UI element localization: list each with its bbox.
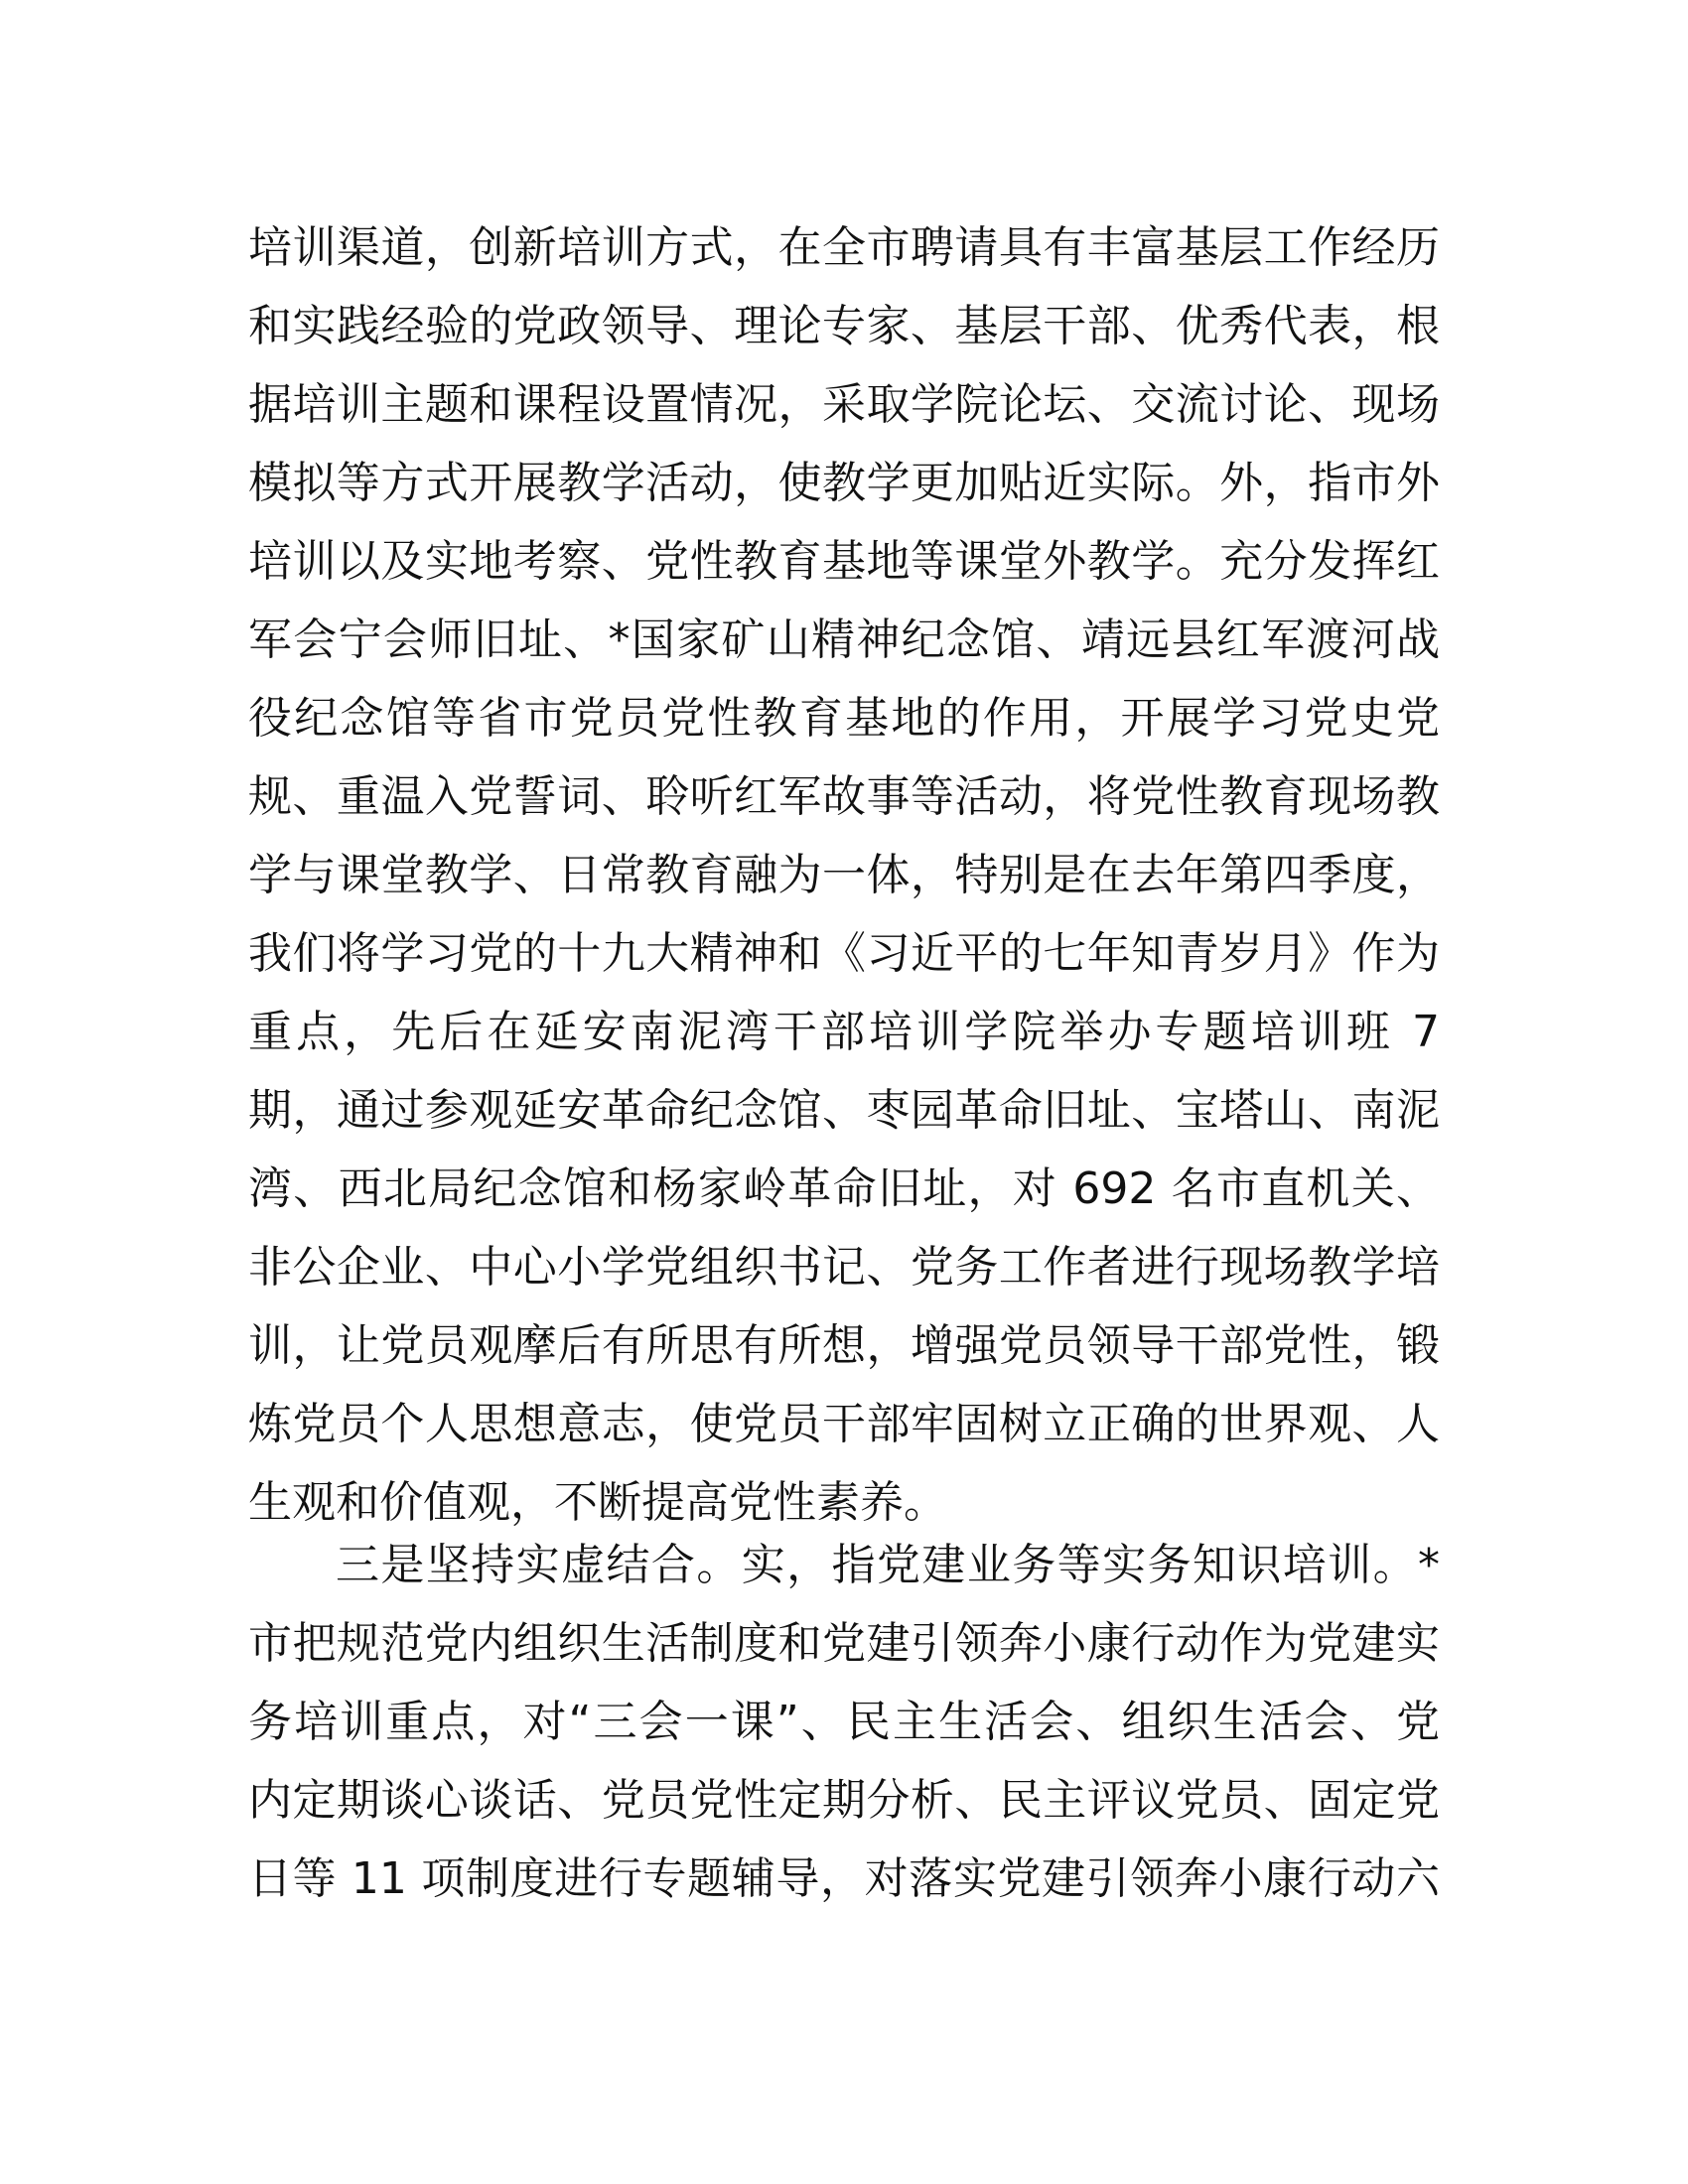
paragraph-1-line: 规、重温入党誓词、聆听红军故事等活动，将党性教育现场教 [248,771,1440,822]
paragraph-2-line: 日等 11 项制度进行专题辅导，对落实党建引领奔小康行动六 [248,1853,1440,1904]
paragraph-1-line: 炼党员个人思想意志，使党员干部牢固树立正确的世界观、人 [248,1399,1440,1449]
paragraph-1-line: 据培训主题和课程设置情况，采取学院论坛、交流讨论、现场 [248,379,1440,430]
paragraph-2-line: 三是坚持实虚结合。实，指党建业务等实务知识培训。* [336,1540,1440,1590]
paragraph-1-line: 模拟等方式开展教学活动，使教学更加贴近实际。外，指市外 [248,458,1440,508]
paragraph-1-line: 非公企业、中心小学党组织书记、党务工作者进行现场教学培 [248,1242,1440,1293]
paragraph-1-line: 培训以及实地考察、党性教育基地等课堂外教学。充分发挥红 [248,536,1440,587]
paragraph-2 [248,1526,1440,1918]
paragraph-1-line: 生观和价值观，不断提高党性素养。 [248,1477,947,1528]
paragraph-2-line: 务培训重点，对“三会一课”、民主生活会、组织生活会、党 [248,1697,1440,1747]
paragraph-1-line: 培训渠道，创新培训方式，在全市聘请具有丰富基层工作经历 [248,222,1440,273]
paragraph-1-line: 重点，先后在延安南泥湾干部培训学院举办专题培训班 7 [248,1007,1440,1057]
paragraph-1-line: 训，让党员观摩后有所思有所想，增强党员领导干部党性，锻 [248,1320,1440,1371]
paragraph-1-line: 军会宁会师旧址、*国家矿山精神纪念馆、靖远县红军渡河战 [248,614,1440,665]
paragraph-1-line: 我们将学习党的十九大精神和《习近平的七年知青岁月》作为 [248,928,1440,979]
paragraph-1 [248,208,1440,1542]
paragraph-1-line: 和实践经验的党政领导、理论专家、基层干部、优秀代表，根 [248,301,1440,351]
paragraph-1-line: 湾、西北局纪念馆和杨家岭革命旧址，对 692 名市直机关、 [248,1163,1440,1214]
paragraph-1-line: 学与课堂教学、日常教育融为一体，特别是在去年第四季度， [248,850,1440,900]
paragraph-2-line: 市把规范党内组织生活制度和党建引领奔小康行动作为党建实 [248,1618,1440,1669]
paragraph-1-line: 役纪念馆等省市党员党性教育基地的作用，开展学习党史党 [248,693,1440,744]
paragraph-1-line: 期，通过参观延安革命纪念馆、枣园革命旧址、宝塔山、南泥 [248,1085,1440,1136]
paragraph-2-line: 内定期谈心谈话、党员党性定期分析、民主评议党员、固定党 [248,1775,1440,1826]
